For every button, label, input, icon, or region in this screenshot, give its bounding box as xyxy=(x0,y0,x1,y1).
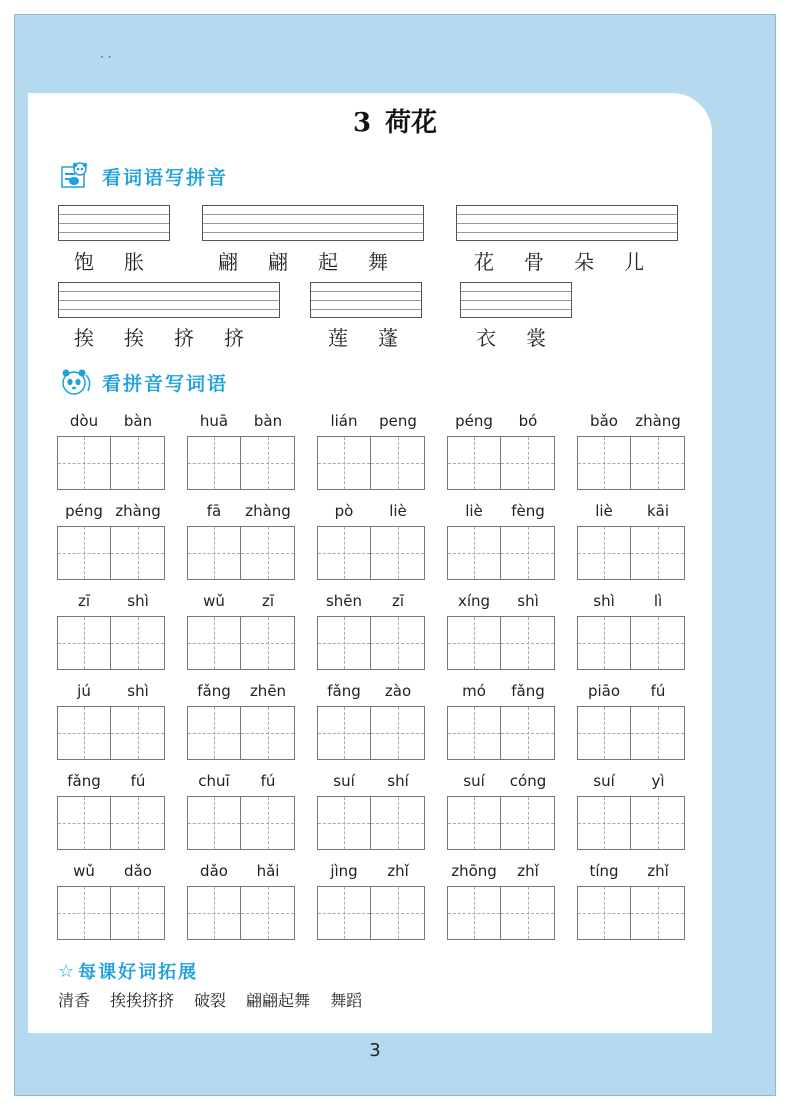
panda-icon xyxy=(60,367,94,397)
tianzige-cell[interactable] xyxy=(371,526,425,580)
pinyin-label: zī xyxy=(261,592,275,610)
extension-word: 翩翩起舞 xyxy=(246,991,311,1010)
tianzige-cell[interactable] xyxy=(631,886,685,940)
tianzige-cell[interactable] xyxy=(317,886,371,940)
extension-words xyxy=(58,988,382,1011)
tianzige-cell[interactable] xyxy=(57,886,111,940)
panda-icon xyxy=(60,161,94,191)
word-baozhang xyxy=(74,246,144,275)
tianzige-cell[interactable] xyxy=(111,886,165,940)
stray-marks: · · xyxy=(100,50,112,64)
pinyin-label: yì xyxy=(651,772,665,790)
pinyin-label: shì xyxy=(517,592,539,610)
pinyin-label: fǎng xyxy=(327,682,361,700)
word-char: 挨 xyxy=(124,326,144,350)
pinyin-label: wǔ xyxy=(203,592,225,610)
word-char: 舞 xyxy=(368,250,388,274)
pinyin-label: zhǐ xyxy=(517,862,539,880)
section-look-pinyin-write-words xyxy=(60,366,228,398)
pinyin-label: bǎo xyxy=(590,412,618,430)
pinyin-label: suí xyxy=(593,772,615,790)
pinyin-label: shí xyxy=(387,772,409,790)
pinyin-label: huā xyxy=(199,412,229,430)
tianzige-cell[interactable] xyxy=(501,886,555,940)
tianzige-cell[interactable] xyxy=(577,436,631,490)
pinyin-label: liè xyxy=(595,502,613,520)
pinyin-answer-box[interactable] xyxy=(456,205,678,241)
extension-word: 破裂 xyxy=(194,991,227,1010)
tianzige-cell[interactable] xyxy=(187,886,241,940)
tianzige-cell[interactable] xyxy=(57,706,111,760)
tianzige-cell[interactable] xyxy=(241,796,295,850)
word-char: 挨 xyxy=(74,326,94,350)
word-char: 翩 xyxy=(218,250,238,274)
tianzige-cell[interactable] xyxy=(241,436,295,490)
pinyin-label: peng xyxy=(379,412,417,430)
pinyin-label: suí xyxy=(333,772,355,790)
pinyin-label: shì xyxy=(127,592,149,610)
word-char: 莲 xyxy=(328,326,348,350)
tianzige-cell[interactable] xyxy=(501,616,555,670)
pinyin-label: zhàng xyxy=(635,412,681,430)
tianzige-cell[interactable] xyxy=(187,796,241,850)
tianzige-cell[interactable] xyxy=(317,706,371,760)
tianzige-cell[interactable] xyxy=(111,796,165,850)
pinyin-label: zhōng xyxy=(451,862,497,880)
pinyin-label: bàn xyxy=(123,412,153,430)
extension-word: 舞蹈 xyxy=(330,991,363,1010)
tianzige-cell[interactable] xyxy=(631,526,685,580)
word-pianpianqiwu xyxy=(218,246,388,275)
pinyin-label: lián xyxy=(330,412,358,430)
pinyin-label: zhàng xyxy=(245,502,291,520)
word-char: 衣 xyxy=(476,326,496,350)
word-aiaijiji xyxy=(74,322,244,351)
tianzige-cell[interactable] xyxy=(631,436,685,490)
pinyin-label: jìng xyxy=(330,862,358,880)
section-look-words-write-pinyin xyxy=(60,160,228,192)
tianzige-cell[interactable] xyxy=(631,616,685,670)
pinyin-label: zī xyxy=(77,592,91,610)
page-number: 3 xyxy=(369,1040,381,1061)
tianzige-cell[interactable] xyxy=(501,526,555,580)
tianzige-cell[interactable] xyxy=(187,706,241,760)
pinyin-label: fā xyxy=(206,502,222,520)
word-char: 骨 xyxy=(524,250,544,274)
tianzige-cell[interactable] xyxy=(577,706,631,760)
tianzige-cell[interactable] xyxy=(241,706,295,760)
pinyin-label: jú xyxy=(77,682,91,700)
tianzige-cell[interactable] xyxy=(111,526,165,580)
pinyin-label: shì xyxy=(593,592,615,610)
extension-word: 清香 xyxy=(58,991,91,1010)
tianzige-cell[interactable] xyxy=(111,436,165,490)
lesson-number: 3 xyxy=(352,108,372,138)
pinyin-label: zhēn xyxy=(249,682,287,700)
lesson-title xyxy=(0,102,790,139)
pinyin-label: zhàng xyxy=(115,502,161,520)
word-char: 翩 xyxy=(268,250,288,274)
pinyin-label: bàn xyxy=(253,412,283,430)
tianzige-cell[interactable] xyxy=(631,706,685,760)
tianzige-cell[interactable] xyxy=(447,526,501,580)
tianzige-cell[interactable] xyxy=(447,886,501,940)
pinyin-label: lì xyxy=(653,592,663,610)
pinyin-answer-box[interactable] xyxy=(310,282,422,318)
tianzige-cell[interactable] xyxy=(371,706,425,760)
extension-title: 每课好词拓展 xyxy=(78,962,199,983)
tianzige-cell[interactable] xyxy=(371,886,425,940)
pinyin-label: cóng xyxy=(509,772,547,790)
pinyin-label: dǎo xyxy=(200,862,228,880)
word-char: 花 xyxy=(474,250,494,274)
word-char: 胀 xyxy=(124,250,144,274)
pinyin-label: zhǐ xyxy=(647,862,669,880)
pinyin-label: liè xyxy=(465,502,483,520)
tianzige-cell[interactable] xyxy=(577,796,631,850)
word-char: 挤 xyxy=(174,326,194,350)
pinyin-answer-box[interactable] xyxy=(202,205,424,241)
tianzige-cell[interactable] xyxy=(501,706,555,760)
tianzige-cell[interactable] xyxy=(317,526,371,580)
pinyin-label: shēn xyxy=(325,592,363,610)
pinyin-label: zī xyxy=(391,592,405,610)
tianzige-cell[interactable] xyxy=(371,616,425,670)
pinyin-label: bó xyxy=(518,412,538,430)
star-icon: ☆ xyxy=(58,960,75,982)
pinyin-answer-box[interactable] xyxy=(460,282,572,318)
pinyin-label: fú xyxy=(650,682,666,700)
extension-word: 挨挨挤挤 xyxy=(110,991,175,1010)
pinyin-label: pò xyxy=(334,502,354,520)
tianzige-cell[interactable] xyxy=(57,616,111,670)
tianzige-cell[interactable] xyxy=(241,526,295,580)
section-title: 看拼音写词语 xyxy=(102,372,229,395)
tianzige-cell[interactable] xyxy=(371,436,425,490)
tianzige-cell[interactable] xyxy=(187,616,241,670)
extension-heading xyxy=(58,958,198,984)
pinyin-label: fǎng xyxy=(197,682,231,700)
word-char: 儿 xyxy=(624,250,644,274)
pinyin-label: piāo xyxy=(587,682,621,700)
pinyin-label: liè xyxy=(389,502,407,520)
tianzige-cell[interactable] xyxy=(447,796,501,850)
pinyin-label: mó xyxy=(462,682,486,700)
tianzige-cell[interactable] xyxy=(57,526,111,580)
tianzige-cell[interactable] xyxy=(317,436,371,490)
pinyin-label: fǎng xyxy=(511,682,545,700)
pinyin-label: wǔ xyxy=(73,862,95,880)
word-yishang xyxy=(476,322,546,351)
word-char: 朵 xyxy=(574,250,594,274)
tianzige-cell[interactable] xyxy=(447,706,501,760)
section-title: 看词语写拼音 xyxy=(102,166,229,189)
word-lianpeng xyxy=(328,322,398,351)
pinyin-label: hǎi xyxy=(256,862,280,880)
lesson-name: 荷花 xyxy=(385,108,438,138)
tianzige-cell[interactable] xyxy=(111,706,165,760)
pinyin-label: kāi xyxy=(646,502,670,520)
tianzige-cell[interactable] xyxy=(241,616,295,670)
pinyin-label: péng xyxy=(65,502,103,520)
pinyin-label: shì xyxy=(127,682,149,700)
word-char: 挤 xyxy=(224,326,244,350)
pinyin-label: zhǐ xyxy=(387,862,409,880)
tianzige-cell[interactable] xyxy=(577,616,631,670)
tianzige-cell[interactable] xyxy=(187,526,241,580)
pinyin-label: fú xyxy=(130,772,146,790)
pinyin-label: dǎo xyxy=(124,862,152,880)
tianzige-cell[interactable] xyxy=(501,796,555,850)
tianzige-cell[interactable] xyxy=(111,616,165,670)
pinyin-label: fèng xyxy=(511,502,545,520)
pinyin-label: dòu xyxy=(69,412,99,430)
tianzige-cell[interactable] xyxy=(501,436,555,490)
tianzige-cell[interactable] xyxy=(57,796,111,850)
word-char: 蓬 xyxy=(378,326,398,350)
tianzige-cell[interactable] xyxy=(577,526,631,580)
tianzige-cell[interactable] xyxy=(187,436,241,490)
tianzige-cell[interactable] xyxy=(241,886,295,940)
pinyin-label: fǎng xyxy=(67,772,101,790)
pinyin-label: tíng xyxy=(589,862,619,880)
pinyin-label: xíng xyxy=(457,592,491,610)
pinyin-label: zào xyxy=(384,682,412,700)
pinyin-label: suí xyxy=(463,772,485,790)
tianzige-cell[interactable] xyxy=(317,796,371,850)
pinyin-label: fú xyxy=(260,772,276,790)
pinyin-answer-box[interactable] xyxy=(58,205,170,241)
tianzige-cell[interactable] xyxy=(57,436,111,490)
pinyin-answer-box[interactable] xyxy=(58,282,280,318)
word-char: 裳 xyxy=(526,326,546,350)
tianzige-cell[interactable] xyxy=(447,436,501,490)
tianzige-cell[interactable] xyxy=(317,616,371,670)
tianzige-cell[interactable] xyxy=(371,796,425,850)
word-char: 起 xyxy=(318,250,338,274)
tianzige-cell[interactable] xyxy=(577,886,631,940)
tianzige-cell[interactable] xyxy=(631,796,685,850)
tianzige-cell[interactable] xyxy=(447,616,501,670)
word-huaguduoer xyxy=(474,246,644,275)
word-char: 饱 xyxy=(74,250,94,274)
pinyin-label: chuī xyxy=(198,772,230,790)
pinyin-label: péng xyxy=(455,412,493,430)
